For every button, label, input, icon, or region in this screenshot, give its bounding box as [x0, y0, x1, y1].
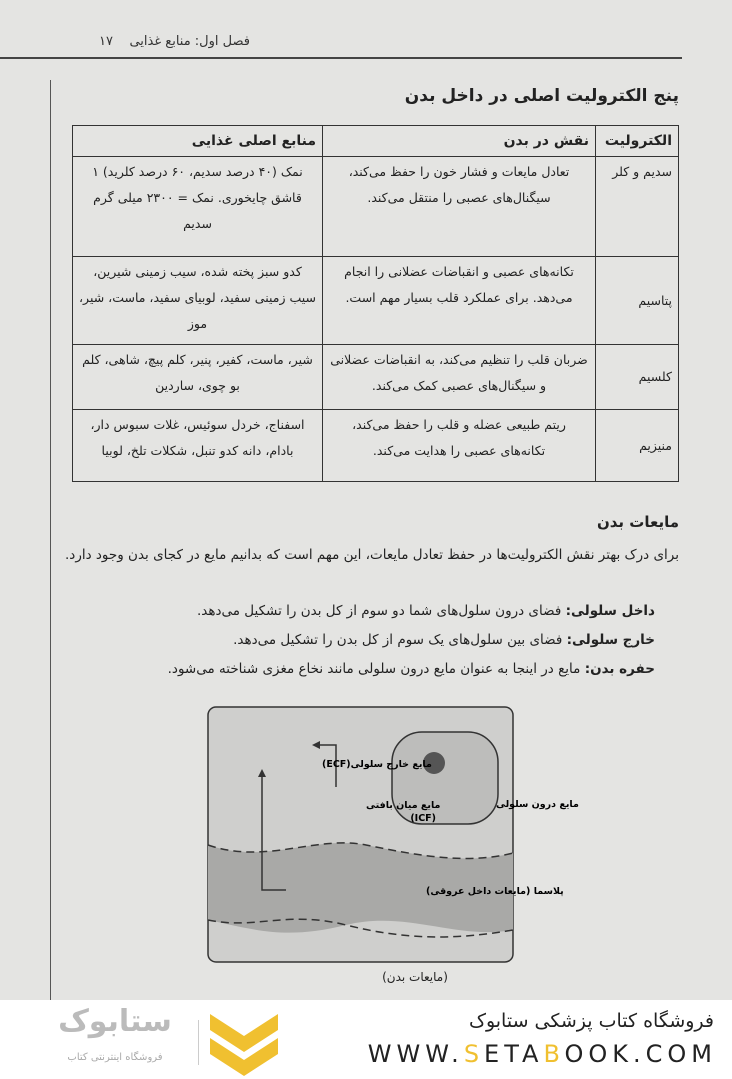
store-name: فروشگاه کتاب پزشکی ستابوک: [468, 1010, 714, 1032]
cell-sources: کدو سبز پخته شده، سیب زمینی شیرین، سیب زمینی سفید، لوبیای سفید، ماست، شیر، موز: [73, 257, 323, 345]
table-row: [73, 157, 679, 257]
header-rule: [0, 57, 682, 59]
cell-role: تکانه‌های عصبی و انقباضات عضلانی را انجام می‌دهد. برای عملکرد قلب بسیار مهم است.: [323, 257, 596, 345]
section-heading: مایعات بدن: [596, 513, 679, 531]
running-header: [60, 34, 250, 49]
logo-divider: [198, 1020, 199, 1065]
ecf-label: مایع خارج سلولی(ECF): [322, 759, 432, 770]
table-header-row: [73, 126, 679, 157]
definition-item: [233, 632, 655, 648]
cell-electrolyte: کلسیم: [596, 345, 679, 410]
definition-text: فضای بین سلول‌های یک سوم از کل بدن را تشکیل می‌دهد.: [233, 632, 563, 648]
cell-sources: شیر، ماست، کفیر، پنیر، کلم پیچ، شاهی، کلم بو چوی، ساردین: [73, 345, 323, 410]
definition-text: مایع در اینجا به عنوان مایع درون سلولی مانند نخاع مغزی شناخته می‌شود.: [167, 661, 581, 677]
cell-role: تعادل مایعات و فشار خون را حفظ می‌کند، سیگنال‌های عصبی را منتقل می‌کند.: [323, 157, 596, 257]
icf-label: مایع درون سلولی: [496, 799, 579, 810]
definition-text: فضای درون سلول‌های شما دو سوم از کل بدن را تشکیل می‌دهد.: [197, 603, 562, 619]
figure-caption: (مایعات بدن): [382, 970, 448, 984]
table-row: [73, 410, 679, 482]
header-role: نقش در بدن: [323, 126, 596, 157]
definition-term: حفره بدن:: [584, 661, 655, 677]
chapter-title: فصل اول: منابع غذایی: [129, 34, 250, 49]
cell-sources: اسفناج، خردل سوئیس، غلات سبوس دار، بادام، دانه کدو تنبل، شکلات تلخ، لوبیا: [73, 410, 323, 482]
header-sources: منابع اصلی غذایی: [73, 126, 323, 157]
electrolyte-table: [72, 125, 679, 482]
table-title: پنج الکترولیت اصلی در داخل بدن: [404, 86, 679, 106]
definition-term: داخل سلولی:: [565, 603, 655, 619]
store-logo: ستابوک: [58, 1004, 172, 1039]
store-url[interactable]: WWW.SETABOOK.COM: [367, 1040, 717, 1068]
interstitial-label: مایع میان بافتی: [366, 800, 441, 811]
page-number: ۱۷: [98, 34, 113, 49]
cell-electrolyte: سدیم و کلر: [596, 157, 679, 257]
cell-electrolyte: منیزیم: [596, 410, 679, 482]
definition-item: [197, 603, 655, 619]
logo-subtitle: فروشگاه اینترنتی کتاب: [67, 1052, 163, 1063]
cell-role: ریتم طبیعی عضله و قلب را حفظ می‌کند، تکانه‌های عصبی را هدایت می‌کند.: [323, 410, 596, 482]
header-electrolyte: الکترولیت: [596, 126, 679, 157]
definition-item: [168, 661, 655, 677]
body-fluids-diagram: [206, 705, 579, 965]
chevron-logo-icon: [210, 1014, 278, 1076]
definition-term: خارج سلولی:: [566, 632, 655, 648]
intro-paragraph: برای درک بهتر نقش الکترولیت‌ها در حفظ تعادل مایعات، این مهم است که بدانیم مایع در کجای بدن وجود دارد.: [65, 547, 679, 563]
table-row: [73, 257, 679, 345]
cell-electrolyte: پتاسیم: [596, 257, 679, 345]
table-row: [73, 345, 679, 410]
cell-role: ضربان قلب را تنظیم می‌کند، به انقباضات عضلانی و سیگنال‌های عصبی کمک می‌کند.: [323, 345, 596, 410]
cell-sources: نمک (۴۰ درصد سدیم، ۶۰ درصد کلرید) ۱ قاشق چایخوری. نمک = ۲۳۰۰ میلی گرم سدیم: [73, 157, 323, 257]
margin-line: [50, 80, 51, 1000]
icf-abbr: (ICF): [410, 813, 436, 824]
plasma-label: پلاسما (مایعات داخل عروقی): [426, 886, 564, 897]
store-footer: [0, 1000, 732, 1079]
